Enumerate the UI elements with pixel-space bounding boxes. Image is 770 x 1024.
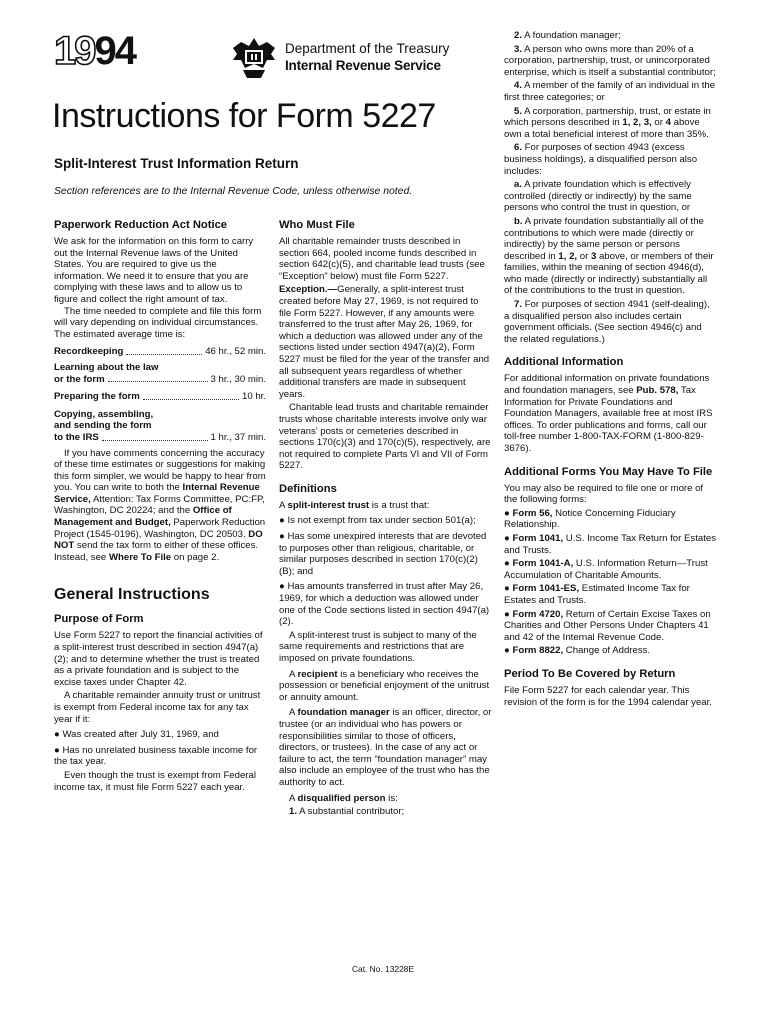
form-item-56: ● Form 56, Notice Concerning Fiduciary Relationship. bbox=[504, 507, 676, 531]
split-interest-definition: A split-interest trust is a trust that: bbox=[279, 499, 430, 511]
definition-bullet-2: ● Has some unexpired interests that are devoted to purposes other than religious, charitable, or similar purposes described in section 170(c)(2)(B); and bbox=[279, 531, 487, 577]
purpose-bullet-1: ● Was created after July 31, 1969, and bbox=[54, 729, 219, 741]
purpose-heading: Purpose of Form bbox=[54, 613, 144, 626]
exception-paragraph: Exception.—Generally, a split-interest trust created before May 27, 1969, is not required to file Form 5227. However, if any amounts were transferred to the trust after May 26, 1969, for which a deduction was allowed under any of the sections listed under section 4947(a)(2), Form 5227 must be filed for the year of the transfer and all subsequent years regardless of whether additional transfers are made in subsequent years. bbox=[279, 284, 490, 400]
time-preparing: Preparing the form 10 hr. bbox=[54, 391, 266, 403]
definitions-heading: Definitions bbox=[279, 482, 337, 495]
purpose-paragraph-1: Use Form 5227 to report the financial activities of a split-interest trust described in section 4947(a)(2); and to determine whether the trust is treated as a private foundation and is subject to the excise taxes under Chapter 42. bbox=[54, 630, 263, 688]
time-recordkeeping: Recordkeeping 46 hr., 52 min. bbox=[54, 346, 266, 358]
general-instructions-heading: General Instructions bbox=[54, 586, 210, 604]
additional-information-paragraph: For additional information on private foundations and foundation managers, see Pub. 578, Tax Information for Private Foundations and Foundation Managers, available free at most IRS offices. To order publications and forms, call our toll-free number 1-800-TAX-FORM (1-800-829-3676). bbox=[504, 373, 713, 454]
disqualified-item-4: 4. A member of the family of an individual in the first three categories; or bbox=[504, 80, 716, 103]
time-copying: Copying, assembling, and sending the form to the IRS 1 hr., 37 min. bbox=[54, 408, 266, 443]
agency-line-department: Department of the Treasury bbox=[285, 41, 450, 56]
irs-eagle-logo-icon bbox=[229, 34, 279, 82]
definition-bullet-3: ● Has amounts transferred in trust after May 26, 1969, for which a deduction was allowed under one of the Code sections listed in section 4947(a)(2). bbox=[279, 581, 490, 628]
who-paragraph-1: All charitable remainder trusts described in section 664, pooled income funds described in section 642(c)(5), and charitable lead trusts (see “Exception” below) must file Form 5227. bbox=[279, 236, 485, 282]
who-must-file-heading: Who Must File bbox=[279, 219, 355, 231]
foundation-manager-definition: A foundation manager is an officer, director, or trustee (or an individual who has powers or responsibilities similar to those of officers, directors, or trustees). In the case of any act or failure to act, the term “foundation manager” may also include an employee of the trust who has the authority to act. bbox=[279, 707, 492, 788]
time-learning: Learning about the law or the form 3 hr., 30 min. bbox=[54, 361, 266, 385]
period-covered-heading: Period To Be Covered by Return bbox=[504, 667, 676, 680]
disqualified-item-2: 2. A foundation manager; bbox=[514, 30, 621, 41]
form-item-1041-es: ● Form 1041-ES, Estimated Income Tax for Estates and Trusts. bbox=[504, 583, 690, 606]
additional-information-heading: Additional Information bbox=[504, 356, 624, 369]
section-reference-note: Section references are to the Internal Revenue Code, unless otherwise noted. bbox=[54, 186, 413, 197]
who-paragraph-2: Charitable lead trusts and charitable remainder trusts whose charitable interests involve only war veterans’ posts or cemeteries described in sections 170(c)(3) and 170(c)(5), respectively, are not required to complete Parts VI and VII of Form 5227. bbox=[279, 402, 491, 472]
column-1 bbox=[54, 218, 266, 793]
purpose-paragraph-3: Even though the trust is exempt from Federal income tax, it must file Form 5227 each year. bbox=[54, 769, 256, 793]
form-item-1041-a: ● Form 1041-A, U.S. Information Return—Trust Accumulation of Charitable Amounts. bbox=[504, 558, 708, 581]
document-title: Instructions for Form 5227 bbox=[52, 97, 436, 135]
document-subtitle: Split-Interest Trust Information Return bbox=[54, 156, 299, 171]
column-2 bbox=[279, 218, 492, 818]
column-3 bbox=[504, 30, 717, 708]
agency-line-irs: Internal Revenue Service bbox=[285, 58, 441, 73]
form-item-1041: ● Form 1041, U.S. Income Tax Return for Estates and Trusts. bbox=[504, 532, 716, 556]
agency-name bbox=[285, 40, 449, 74]
pra-paragraph-3: If you have comments concerning the accuracy of these time estimates or suggestions for making this form simpler, we would be happy to hear from you. You can write to both the Internal Revenue Service, Attention: Tax Forms Committee, PC:FP, Washington, DC 20224; and the Office of Management and Budget, Paperwork Reduction Project (1545-0196), Washington, DC 20503. DO NOT send the tax form to either of these offices. Instead, see Where To File on page 2. bbox=[54, 447, 266, 563]
period-covered-paragraph: File Form 5227 for each calendar year. This revision of the form is for the 1994 calendar year. bbox=[504, 684, 712, 708]
pra-paragraph-2: The time needed to complete and file this form will vary depending on individual circumstances. The estimated average time is: bbox=[54, 305, 262, 340]
disqualified-person-definition: A disqualified person is: bbox=[289, 792, 398, 804]
disqualified-item-1: 1. A substantial contributor; bbox=[289, 806, 405, 818]
definition-bullet-1: ● Is not exempt from tax under section 501(a); bbox=[279, 515, 476, 527]
disqualified-item-5: 5. A corporation, partnership, trust, or estate in which persons described in 1, 2, 3, or 4 above own a total beneficial interest of more than 35%. bbox=[504, 105, 711, 140]
disqualified-item-3: 3. A person who owns more than 20% of a corporation, partnership, trust, or unincorporated enterprise, which is itself a substantial contributor; bbox=[504, 43, 716, 78]
additional-forms-heading: Additional Forms You May Have To File bbox=[504, 465, 713, 478]
catalog-number: Cat. No. 13228E bbox=[352, 964, 414, 974]
recipient-definition: A recipient is a beneficiary who receives the possession or beneficial enjoyment of the unitrust or annuity amount. bbox=[279, 668, 490, 703]
disqualified-item-6: 6. For purposes of section 4943 (excess business holdings), a disqualified person also includes: bbox=[504, 142, 698, 177]
form-item-8822: ● Form 8822, Change of Address. bbox=[504, 645, 651, 657]
pra-paragraph-1: We ask for the information on this form to carry out the Internal Revenue laws of the United States. You are required to give us the information. We need it to ensure that you are complying with these laws and to allow us to figure and collect the right amount of tax. bbox=[54, 236, 254, 305]
disqualified-item-6a: a. A private foundation which is effectively controlled (directly or indirectly) by the same persons who control the trust in question, or bbox=[504, 179, 692, 214]
pra-heading: Paperwork Reduction Act Notice bbox=[54, 219, 228, 231]
additional-forms-intro: You may also be required to file one or more of the following forms: bbox=[504, 482, 704, 506]
form-item-4720: ● Form 4720, Return of Certain Excise Taxes on Charities and Other Persons Under Chapters 41 and 42 of the Internal Revenue Code. bbox=[504, 608, 711, 643]
definition-paragraph-2: A split-interest trust is subject to many of the same requirements and restrictions that are imposed on private foundations. bbox=[279, 629, 477, 664]
form-year: 1994 bbox=[54, 29, 135, 73]
purpose-bullet-2: ● Has no unrelated business taxable income for the tax year. bbox=[54, 744, 258, 768]
purpose-paragraph-2: A charitable remainder annuity trust or unitrust is exempt from Federal income tax for any tax year if it: bbox=[54, 690, 261, 725]
disqualified-item-6b: b. A private foundation substantially all of the contributions to which were made (directly or indirectly) by the same person or persons described in 1, 2, or 3 above, or members of their families, within the meaning of section 4946(d), who made (directly or indirectly) substantially all of the contributions to the trust in question. bbox=[504, 215, 714, 297]
disqualified-item-7: 7. For purposes of section 4941 (self-dealing), a disqualified person also includes certain government officials. (See section 4946(c) and the related regulations.) bbox=[504, 299, 710, 345]
